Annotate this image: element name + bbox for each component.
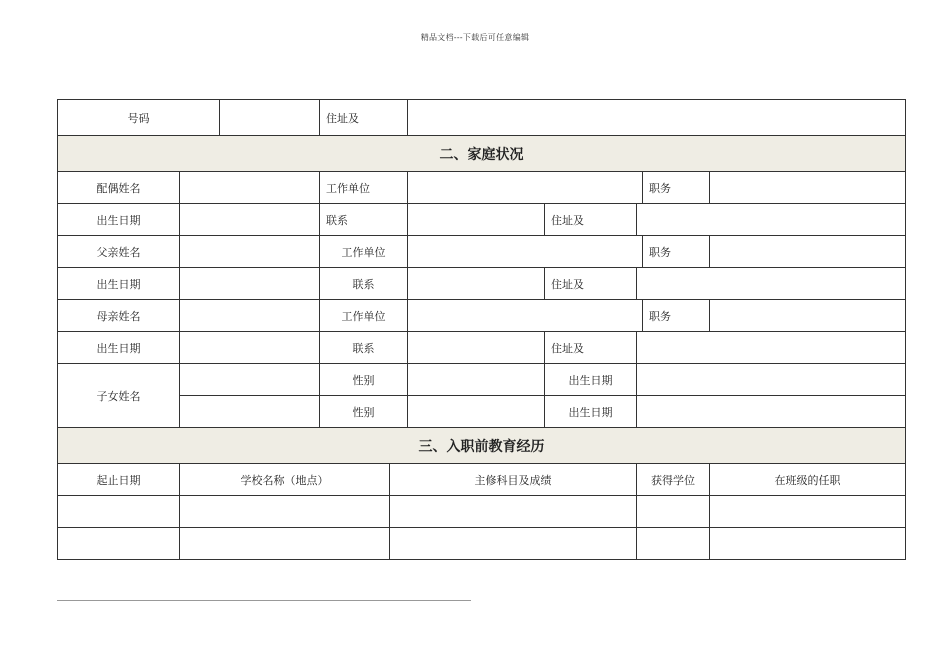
education-section-row	[58, 428, 906, 464]
mother-detail-row	[58, 332, 906, 364]
father-name-label: 父亲姓名	[58, 236, 180, 268]
education-row-1	[58, 496, 906, 528]
spouse-work-unit-label: 工作单位	[320, 172, 408, 204]
child2-name-field[interactable]	[180, 396, 320, 428]
mother-position-label: 职务	[643, 300, 710, 332]
edu-col-school: 学校名称（地点）	[180, 464, 390, 496]
spouse-address-label: 住址及	[545, 204, 637, 236]
number-field[interactable]	[220, 100, 320, 136]
child1-birth-label: 出生日期	[545, 364, 637, 396]
mother-work-unit-label: 工作单位	[320, 300, 408, 332]
father-address-field[interactable]	[637, 268, 906, 300]
child2-birth-field[interactable]	[637, 396, 906, 428]
mother-address-field[interactable]	[637, 332, 906, 364]
spouse-row	[58, 172, 906, 204]
child1-gender-label: 性别	[320, 364, 408, 396]
spouse-contact-label: 联系	[320, 204, 408, 236]
number-label: 号码	[58, 100, 220, 136]
mother-name-label: 母亲姓名	[58, 300, 180, 332]
mother-contact-label: 联系	[320, 332, 408, 364]
father-contact-field[interactable]	[408, 268, 545, 300]
edu2-degree-field[interactable]	[637, 528, 710, 560]
mother-row	[58, 300, 906, 332]
edu1-dates-field[interactable]	[58, 496, 180, 528]
family-section-row	[58, 136, 906, 172]
father-detail-row	[58, 268, 906, 300]
mother-position-field[interactable]	[710, 300, 906, 332]
spouse-position-field[interactable]	[710, 172, 906, 204]
father-name-field[interactable]	[180, 236, 320, 268]
address-label: 住址及	[320, 100, 408, 136]
mother-contact-field[interactable]	[408, 332, 545, 364]
father-birth-field[interactable]	[180, 268, 320, 300]
child1-gender-field[interactable]	[408, 364, 545, 396]
edu2-dates-field[interactable]	[58, 528, 180, 560]
mother-address-label: 住址及	[545, 332, 637, 364]
father-work-unit-label: 工作单位	[320, 236, 408, 268]
spouse-address-field[interactable]	[637, 204, 906, 236]
edu1-school-field[interactable]	[180, 496, 390, 528]
father-position-field[interactable]	[710, 236, 906, 268]
father-birth-label: 出生日期	[58, 268, 180, 300]
edu2-school-field[interactable]	[180, 528, 390, 560]
family-section-title: 二、家庭状况	[58, 136, 906, 172]
child-row-1	[58, 364, 906, 396]
father-row	[58, 236, 906, 268]
spouse-birth-field[interactable]	[180, 204, 320, 236]
edu1-major-field[interactable]	[390, 496, 637, 528]
edu2-role-field[interactable]	[710, 528, 906, 560]
child-row-2	[58, 396, 906, 428]
page-header: 精品文档---下载后可任意编辑	[420, 33, 530, 42]
employee-form	[57, 99, 905, 560]
address-field[interactable]	[408, 100, 906, 136]
spouse-contact-field[interactable]	[408, 204, 545, 236]
spouse-name-field[interactable]	[180, 172, 320, 204]
edu-col-major: 主修科目及成绩	[390, 464, 637, 496]
father-contact-label: 联系	[320, 268, 408, 300]
edu-col-degree: 获得学位	[637, 464, 710, 496]
row-top	[58, 100, 906, 136]
spouse-work-unit-field[interactable]	[408, 172, 643, 204]
edu-col-dates: 起止日期	[58, 464, 180, 496]
child2-gender-field[interactable]	[408, 396, 545, 428]
spouse-detail-row	[58, 204, 906, 236]
mother-birth-field[interactable]	[180, 332, 320, 364]
education-section-title: 三、入职前教育经历	[58, 428, 906, 464]
mother-work-unit-field[interactable]	[408, 300, 643, 332]
edu2-major-field[interactable]	[390, 528, 637, 560]
child1-name-field[interactable]	[180, 364, 320, 396]
edu1-degree-field[interactable]	[637, 496, 710, 528]
father-position-label: 职务	[643, 236, 710, 268]
child2-gender-label: 性别	[320, 396, 408, 428]
children-name-label: 子女姓名	[58, 364, 180, 428]
edu1-role-field[interactable]	[710, 496, 906, 528]
father-work-unit-field[interactable]	[408, 236, 643, 268]
spouse-name-label: 配偶姓名	[58, 172, 180, 204]
spouse-position-label: 职务	[643, 172, 710, 204]
child2-birth-label: 出生日期	[545, 396, 637, 428]
spouse-birth-label: 出生日期	[58, 204, 180, 236]
education-row-2	[58, 528, 906, 560]
form-table	[57, 99, 906, 560]
mother-birth-label: 出生日期	[58, 332, 180, 364]
footer-divider	[57, 600, 471, 601]
education-header-row	[58, 464, 906, 496]
child1-birth-field[interactable]	[637, 364, 906, 396]
edu-col-class-role: 在班级的任职	[710, 464, 906, 496]
father-address-label: 住址及	[545, 268, 637, 300]
mother-name-field[interactable]	[180, 300, 320, 332]
